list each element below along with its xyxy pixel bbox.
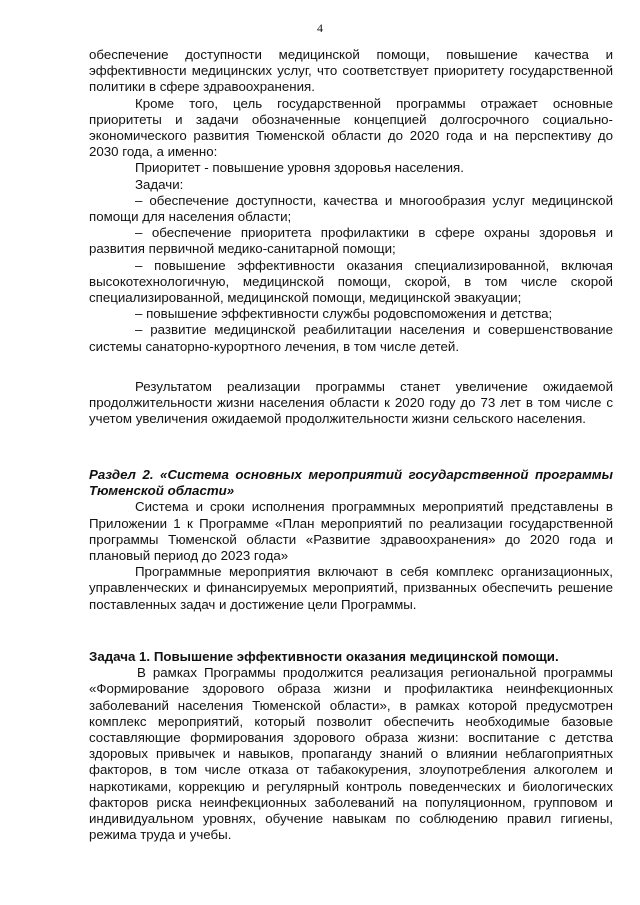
task-item: – повышение эффективности службы родовспоможения и детства; [135,306,553,322]
paragraph-measures: Программные мероприятия включают в себя комплекс организационных, управленческих и финансируемых мероприятий, призванных обеспечить решение поставленных задач и достижение цели Программы. [89,564,613,612]
task-1-section [89,649,613,843]
intro-block [89,47,613,355]
task-item: – обеспечение приоритета профилактики в сфере охраны здоровья и развития первичной медико-санитарной помощи; [89,225,613,257]
page-number: 4 [317,21,323,35]
task-1-heading: Задача 1. Повышение эффективности оказания медицинской помощи. [89,649,559,664]
section-heading: Раздел 2. «Система основных мероприятий государственной программы Тюменской области» [89,467,613,499]
result-block [89,379,613,428]
task-item: – повышение эффективности оказания специализированной, включая высокотехнологичную, медицинской помощи, скорой, в том числе скорой специализированной, медицинской помощи, медицинской эвакуации; [89,257,613,306]
paragraph-result: Результатом реализации программы станет увеличение ожидаемой продолжительности жизни населения области к 2020 году до 73 лет в том числе с учетом увеличения ожидаемой продолжительности жизни сельского населения. [89,379,613,427]
paragraph-access: обеспечение доступности медицинской помощи, повышение качества и эффективности медицинских услуг, что соответствует приоритету государственной политики в сфере здравоохранения. [89,47,613,95]
tasks-label: Задачи: [135,176,184,192]
task-item: – развитие медицинской реабилитации населения и совершенствование системы санаторно-курортного лечения, в том числе детей. [89,322,613,354]
priority-line: Приоритет - повышение уровня здоровья населения. [135,160,464,176]
paragraph-healthy-lifestyle: В рамках Программы продолжится реализация региональной программы «Формирование здорового образа жизни и профилактика неинфекционных заболеваний населения Тюменской области», в рамках которой предусмотрен комплекс мероприятий, который позволит обеспечить необходимые базовые составляющие формирования здорового образа жизни: воспитание с детства здоровых привычек и навыков, пропаганду знаний о влиянии неблагоприятных факторов, в том числе отказа от табакокурения, злоупотребления алкоголем и наркотиками, коррекцию и регулярный контроль поведенческих и биологических факторов риска неинфекционных заболеваний на популяционном, групповом и индивидуальном уровнях, обучение навыкам по соблюдению правил гигиены, режима труда и учебы. [89,665,613,843]
task-item: – обеспечение доступности, качества и многообразия услуг медицинской помощи для населения области; [89,192,613,225]
paragraph-schedule: Система и сроки исполнения программных мероприятий представлены в Приложении 1 к Программе «План мероприятий по реализации государственной программы Тюменской области «Развитие здравоохранения» до 2020 года и плановый период до 2023 года» [89,499,613,564]
section-2 [89,467,613,613]
paragraph-priorities: Кроме того, цель государственной программы отражает основные приоритеты и задачи обозначенные концепцией долгосрочного социально-экономического развития Тюменской области до 2020 года и на перспективу до 2030 года, а именно: [89,95,613,160]
